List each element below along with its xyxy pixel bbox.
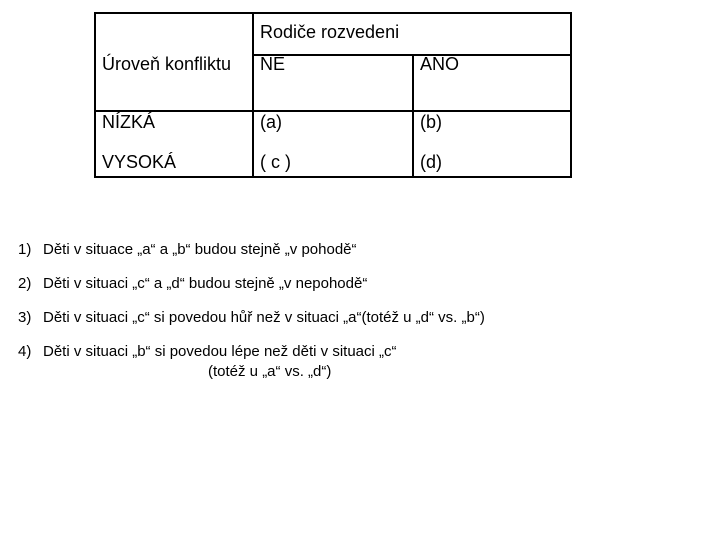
row-label-high: VYSOKÁ — [102, 152, 177, 172]
table-cell-d: (d) — [420, 152, 442, 172]
table-divider — [252, 14, 254, 176]
table-cell-c: ( c ) — [260, 152, 291, 172]
list-text: Děti v situaci „b“ si povedou lépe než děti v situaci „c“ — [43, 343, 397, 360]
list-item — [18, 274, 708, 294]
table-cell-a: (a) — [260, 112, 282, 132]
list-text: Děti v situace „a“ a „b“ budou stejně „v pohodě“ — [43, 241, 357, 258]
list-text: Děti v situaci „c“ si povedou hůř než v situaci „a“(totéž u „d“ vs. „b“) — [43, 309, 485, 326]
list-item — [18, 308, 708, 328]
table-divider — [252, 54, 570, 56]
hypothesis-list — [18, 240, 708, 382]
header-conflict-level: Úroveň konfliktu — [102, 54, 232, 74]
list-subtext: (totéž u „a“ vs. „d“) — [208, 363, 332, 380]
list-number: 3) — [18, 309, 32, 326]
header-parents-divorced: Rodiče rozvedeni — [260, 22, 400, 42]
table-divider — [96, 110, 570, 112]
header-no: NE — [260, 54, 286, 74]
list-number: 4) — [18, 343, 32, 360]
table-cell-b: (b) — [420, 112, 442, 132]
table-divider — [412, 54, 414, 176]
list-text: Děti v situaci „c“ a „d“ budou stejně „v nepohodě“ — [43, 275, 368, 292]
list-number: 1) — [18, 241, 32, 258]
list-item — [18, 342, 708, 382]
row-label-low: NÍZKÁ — [102, 112, 156, 132]
list-number: 2) — [18, 275, 32, 292]
header-yes: ANO — [420, 54, 460, 74]
conflict-table — [94, 12, 572, 178]
list-item — [18, 240, 708, 260]
